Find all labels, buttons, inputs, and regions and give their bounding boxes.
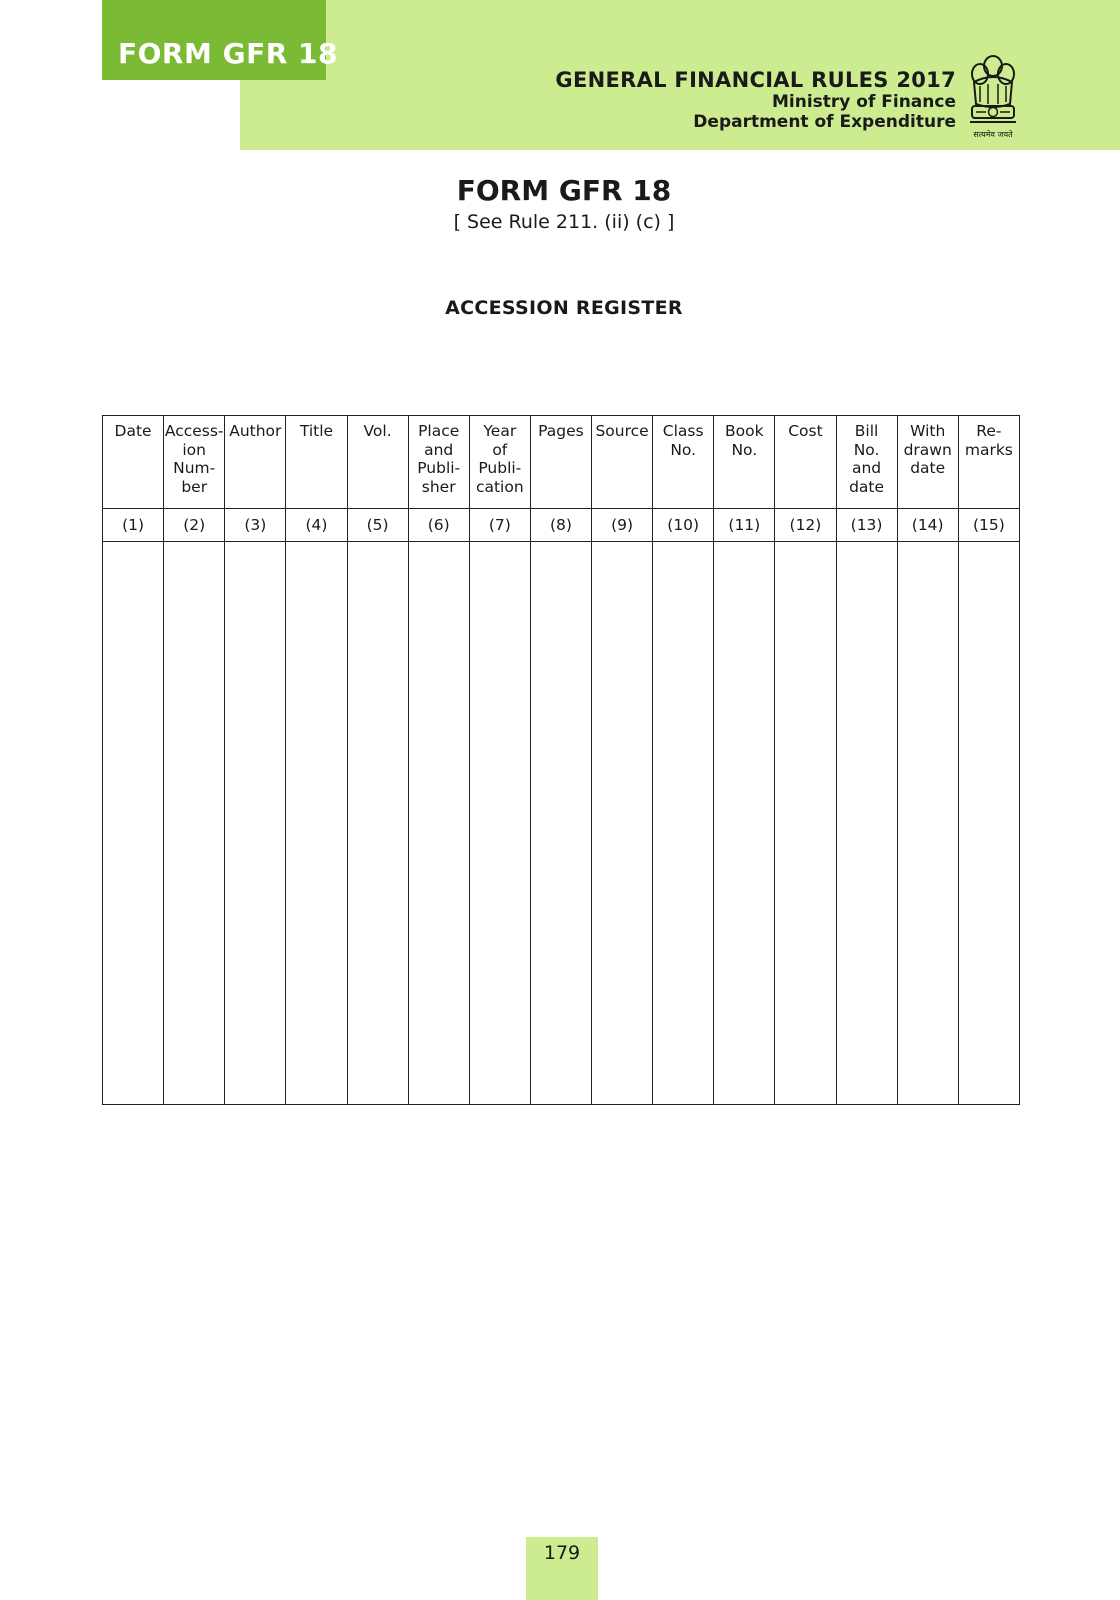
entry-cell-accession-number[interactable] — [164, 542, 225, 1105]
column-header-source: Source — [592, 416, 653, 509]
entry-cell-withdrawn-date[interactable] — [897, 542, 958, 1105]
ministry-name: Ministry of Finance — [771, 92, 956, 112]
column-number: (9) — [592, 509, 653, 542]
column-header-place-publisher: Place and Publi- sher — [408, 416, 469, 509]
column-header-cost: Cost — [775, 416, 836, 509]
column-number: (10) — [653, 509, 714, 542]
column-header-class-no: Class No. — [653, 416, 714, 509]
column-header-year-publication: Year of Publi- cation — [469, 416, 530, 509]
entry-cell-year-publication[interactable] — [469, 542, 530, 1105]
entry-cell-pages[interactable] — [530, 542, 591, 1105]
column-header-date: Date — [103, 416, 164, 509]
entry-cell-author[interactable] — [225, 542, 286, 1105]
entry-cell-class-no[interactable] — [653, 542, 714, 1105]
rule-reference: [ See Rule 211. (ii) (c) ] — [453, 211, 675, 233]
column-header-book-no: Book No. — [714, 416, 775, 509]
national-emblem-icon — [966, 52, 1020, 142]
column-header-bill-no-date: Bill No. and date — [836, 416, 897, 509]
column-header-remarks: Re- marks — [958, 416, 1019, 509]
column-header-title: Title — [286, 416, 347, 509]
header-row — [103, 416, 1020, 509]
column-number: (1) — [103, 509, 164, 542]
column-number: (2) — [164, 509, 225, 542]
column-number: (15) — [958, 509, 1019, 542]
emblem-motto: सत्यमेव जयते — [973, 130, 1013, 139]
department-name: Department of Expenditure — [693, 112, 956, 132]
column-number: (14) — [897, 509, 958, 542]
header-text — [555, 68, 956, 132]
form-title: FORM GFR 18 — [456, 174, 672, 207]
column-number: (12) — [775, 509, 836, 542]
column-number: (3) — [225, 509, 286, 542]
entry-cell-source[interactable] — [592, 542, 653, 1105]
column-header-author: Author — [225, 416, 286, 509]
entry-cell-remarks[interactable] — [958, 542, 1019, 1105]
entry-row — [103, 542, 1020, 1105]
gfr-title: GENERAL FINANCIAL RULES 2017 — [555, 68, 956, 92]
entry-cell-volume[interactable] — [347, 542, 408, 1105]
column-header-withdrawn-date: With drawn date — [897, 416, 958, 509]
column-number: (4) — [286, 509, 347, 542]
column-number: (8) — [530, 509, 591, 542]
entry-cell-place-publisher[interactable] — [408, 542, 469, 1105]
column-header-volume: Vol. — [347, 416, 408, 509]
column-number: (13) — [836, 509, 897, 542]
column-number: (11) — [714, 509, 775, 542]
entry-cell-book-no[interactable] — [714, 542, 775, 1105]
entry-cell-cost[interactable] — [775, 542, 836, 1105]
column-header-pages: Pages — [530, 416, 591, 509]
column-number-row — [103, 509, 1020, 542]
column-number: (7) — [469, 509, 530, 542]
accession-register-table — [102, 415, 1020, 1105]
column-number: (5) — [347, 509, 408, 542]
tab-title: FORM GFR 18 — [118, 37, 338, 70]
column-header-accession-number: Access- ion Num- ber — [164, 416, 225, 509]
column-number: (6) — [408, 509, 469, 542]
register-title: ACCESSION REGISTER — [445, 297, 683, 319]
entry-cell-bill-no-date[interactable] — [836, 542, 897, 1105]
entry-cell-title[interactable] — [286, 542, 347, 1105]
page-number: 179 — [543, 1542, 581, 1564]
entry-cell-date[interactable] — [103, 542, 164, 1105]
